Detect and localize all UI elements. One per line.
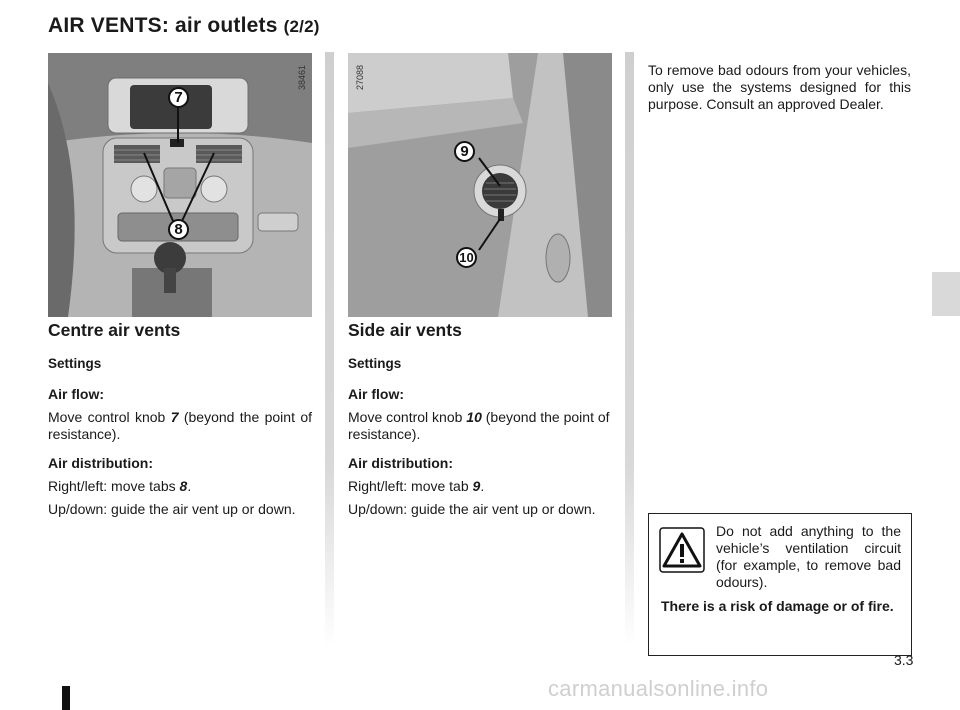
column-divider-left (325, 52, 334, 647)
figure-ref-left: 38461 (297, 64, 307, 90)
warning-triangle-icon (659, 527, 705, 573)
column-divider-right (625, 52, 634, 647)
centre-heading: Centre air vents (48, 320, 181, 340)
corner-mark (62, 686, 70, 710)
warning-box (648, 513, 912, 656)
side-airflow-text: Move control knob 10 (beyond the point of resistance). (348, 409, 610, 442)
side-settings-heading: Settings (348, 356, 402, 371)
chapter-tab-marker (932, 272, 960, 316)
side-vents-section (348, 322, 612, 530)
centre-distribution-label: Air distribution: (48, 455, 153, 471)
figure-ref-right: 27088 (355, 64, 365, 90)
side-vent-photo (348, 53, 612, 317)
centre-vents-section (48, 322, 312, 530)
side-vent-illustration (348, 53, 612, 317)
centre-airflow-text: Move control knob 7 (beyond the point of resistance). (48, 409, 312, 442)
side-heading: Side air vents (348, 320, 462, 340)
callout-10: 10 (456, 247, 477, 268)
watermark: carmanualsonline.info (548, 676, 769, 701)
centre-airflow-label: Air flow: (48, 386, 104, 402)
intro-text: To remove bad odours from your vehicles, only use the systems designed for this purpose. Consult an approved Dealer. (648, 62, 911, 112)
warning-text: Do not add anything to the vehicle’s ventilation circuit (for example, to remove bad odours). (716, 523, 901, 590)
side-updown-text: Up/down: guide the air vent up or down. (348, 501, 596, 517)
centre-updown-text: Up/down: guide the air vent up or down. (48, 501, 296, 517)
title-part: (2/2) (283, 17, 320, 36)
centre-rightleft-text: Right/left: move tabs 8. (48, 478, 192, 494)
page-number: 3.3 (894, 652, 914, 668)
side-airflow-label: Air flow: (348, 386, 404, 402)
centre-settings-heading: Settings (48, 356, 102, 371)
warning-bold-text: There is a risk of damage or of fire. (661, 598, 894, 614)
page-title (48, 14, 320, 38)
side-distribution-label: Air distribution: (348, 455, 453, 471)
side-rightleft-text: Right/left: move tab 9. (348, 478, 485, 494)
callout-7: 7 (168, 87, 189, 108)
callout-8: 8 (168, 219, 189, 240)
title-main: AIR VENTS: air outlets (48, 14, 278, 37)
callout-9: 9 (454, 141, 475, 162)
